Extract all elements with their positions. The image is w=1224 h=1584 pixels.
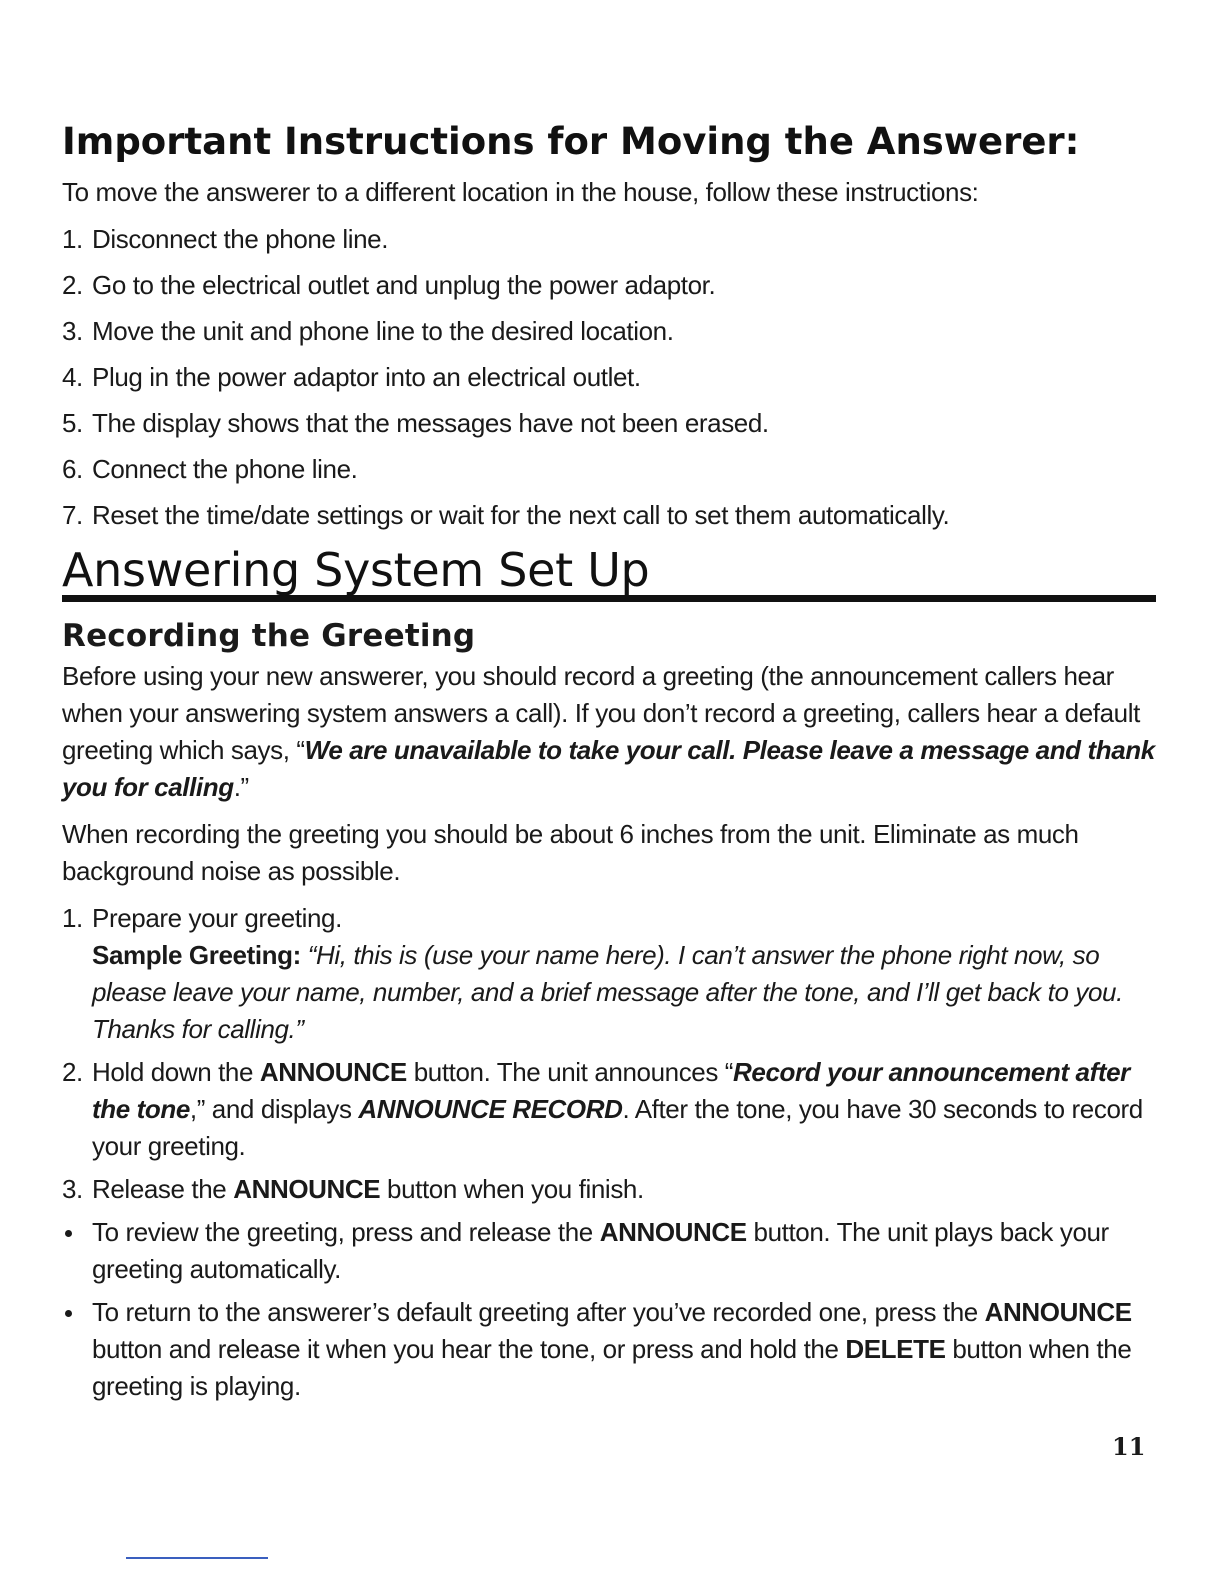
manual-page	[62, 112, 1162, 1411]
delete-key-label: DELETE	[845, 1334, 946, 1364]
display-text: ANNOUNCE RECORD	[358, 1094, 623, 1124]
step-text: Hold down the	[92, 1057, 260, 1087]
bullet-dot-icon	[65, 1230, 72, 1237]
announce-key-label: ANNOUNCE	[259, 1057, 407, 1087]
moving-step	[62, 354, 1162, 400]
step-number: 3.	[62, 316, 83, 346]
paragraph-text: Before using your new answerer, you should record a greeting (the announcement callers hear when your answering system answers a call). If you don’t record a greeting, callers hear a default greeting which says, “	[62, 661, 1140, 765]
step-number: 7.	[62, 500, 83, 530]
step-text: ,” and displays	[189, 1094, 359, 1124]
step-text: The display shows that the messages have not been erased.	[92, 408, 769, 438]
bullet-text: To review the greeting, press and release the	[92, 1217, 600, 1247]
step-text: Plug in the power adaptor into an electrical outlet.	[92, 362, 641, 392]
step-number: 5.	[62, 408, 83, 438]
step-text: Go to the electrical outlet and unplug the power adaptor.	[92, 270, 716, 300]
page-number: 11	[1112, 1432, 1146, 1461]
sample-greeting-text: “Hi, this is (use your name here). I can’t answer the phone right now, so please leave your name, number, and a brief message after the tone, and I’ll get back to you. Thanks for calling.”	[92, 940, 1123, 1044]
step-text: Release the	[92, 1174, 234, 1204]
recording-step	[62, 1171, 1162, 1208]
section-title: Answering System Set Up	[62, 543, 650, 597]
announce-prompt-quote: Record your announcement after the tone	[92, 1057, 1130, 1124]
moving-instructions-title: Important Instructions for Moving the Answerer:	[62, 120, 1080, 163]
step-number: 6.	[62, 454, 83, 484]
bullet-text: To return to the answerer’s default greeting after you’ve recorded one, press the	[92, 1297, 985, 1327]
step-number: 4.	[62, 362, 83, 392]
recording-step	[62, 1054, 1162, 1165]
announce-key-label: ANNOUNCE	[599, 1217, 747, 1247]
step-text: . After the tone, you have 30 seconds to record your greeting.	[92, 1094, 1143, 1161]
step-text: button when you finish.	[380, 1174, 644, 1204]
recording-greeting-title: Recording the Greeting	[62, 618, 476, 654]
sample-greeting-label: Sample Greeting:	[92, 940, 301, 970]
section-heading	[62, 540, 1156, 602]
moving-steps-list	[62, 216, 1162, 538]
bullet-item	[62, 1214, 1162, 1288]
moving-step	[62, 216, 1162, 262]
recording-steps	[62, 900, 1162, 1405]
step-number: 2.	[62, 270, 83, 300]
bullet-text: button and release it when you hear the tone, or press and hold the	[92, 1334, 846, 1364]
moving-step	[62, 262, 1162, 308]
step-text: Prepare your greeting.	[92, 903, 342, 933]
announce-key-label: ANNOUNCE	[233, 1174, 381, 1204]
step-number: 1.	[62, 224, 83, 254]
step-text: button. The unit announces “	[406, 1057, 734, 1087]
moving-step	[62, 492, 1162, 538]
greeting-intro-paragraph	[62, 658, 1162, 806]
step-text: Move the unit and phone line to the desired location.	[92, 316, 674, 346]
recording-tips-paragraph: When recording the greeting you should be about 6 inches from the unit. Eliminate as much background noise as possible.	[62, 819, 1079, 886]
step-number: 2.	[62, 1057, 83, 1087]
step-number: 1.	[62, 903, 83, 933]
bullet-text: button. The unit plays back your greeting automatically.	[92, 1217, 1109, 1284]
recording-step	[62, 900, 1162, 1048]
moving-step	[62, 308, 1162, 354]
default-greeting-quote: We are unavailable to take your call. Please leave a message and thank you for calling	[62, 735, 1155, 802]
step-text: Connect the phone line.	[92, 454, 358, 484]
step-text: Disconnect the phone line.	[92, 224, 389, 254]
bullet-item	[62, 1294, 1162, 1405]
step-number: 3.	[62, 1174, 83, 1204]
bottom-decorative-line	[126, 1557, 268, 1559]
bullet-dot-icon	[65, 1310, 72, 1317]
bullet-text: button when the greeting is playing.	[92, 1334, 1132, 1401]
moving-intro: To move the answerer to a different location in the house, follow these instructions:	[62, 177, 979, 207]
paragraph-text: .”	[233, 772, 249, 802]
moving-step	[62, 446, 1162, 492]
step-text: Reset the time/date settings or wait for the next call to set them automatically.	[92, 500, 950, 530]
announce-key-label: ANNOUNCE	[984, 1297, 1132, 1327]
moving-step	[62, 400, 1162, 446]
